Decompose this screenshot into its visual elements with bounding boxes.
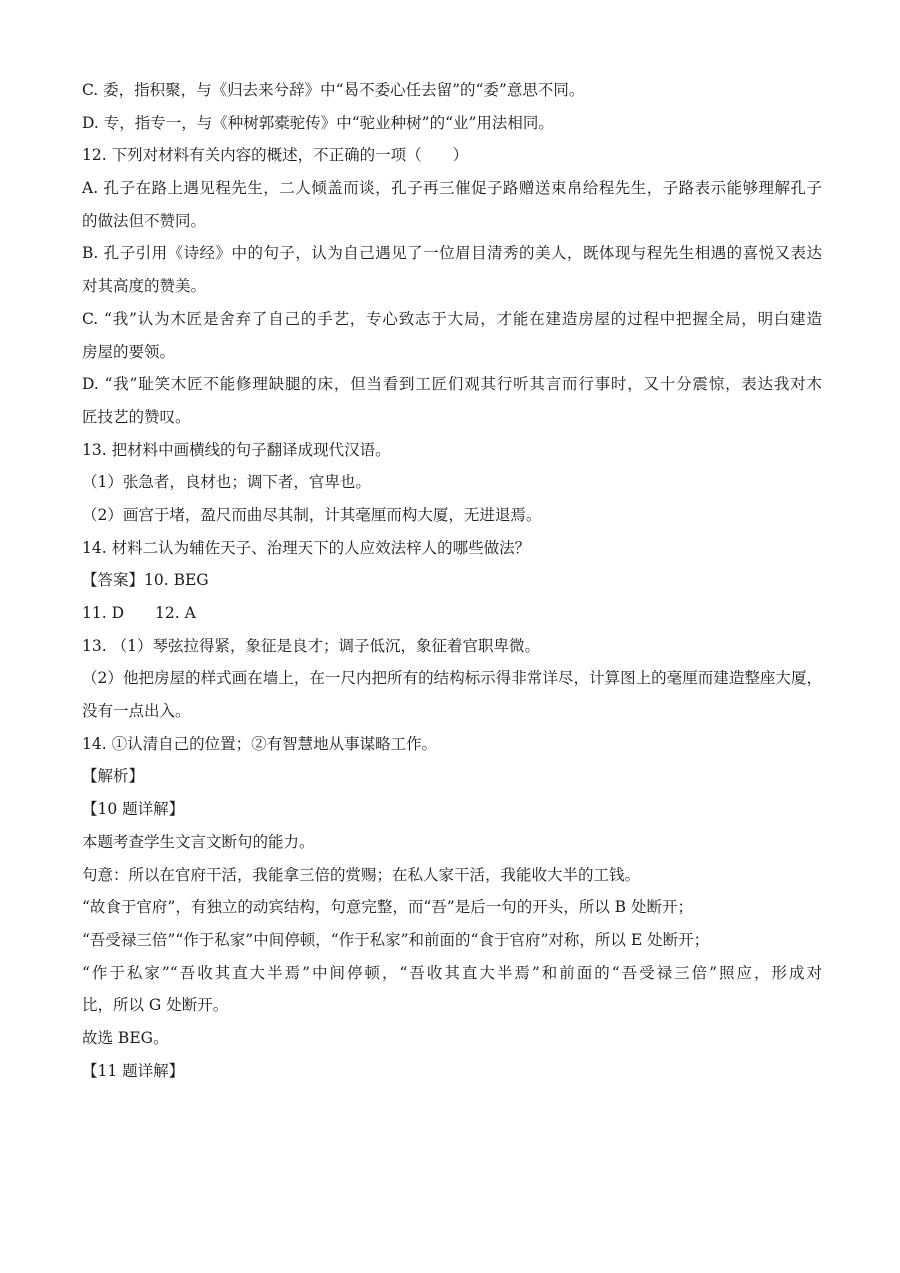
q10-detail-g-line-2: 比，所以 G 处断开。 <box>82 996 229 1015</box>
q10-detail-meaning: 句意：所以在官府干活，我能拿三倍的赏赐；在私人家干活，我能收大半的工钱。 <box>82 865 641 884</box>
answer-13-part-1: 13. （1）琴弦拉得紧，象征是良才；调子低沉，象征着官职卑微。 <box>82 636 540 655</box>
option-c-q12-line-1: C. “我”认为木匠是舍弃了自己的手艺，专心致志于大局，才能在建造房屋的过程中把握全局，明白建造 <box>82 309 822 328</box>
document-body <box>82 74 822 1087</box>
q10-detail-e: “吾受禄三倍”“作于私家”中间停顿，“作于私家”和前面的“食于官府”对称，所以 E 处断开； <box>82 930 710 949</box>
q10-detail-heading: 【10 题详解】 <box>82 800 185 819</box>
answer-heading: 【答案】10. BEG <box>82 571 209 590</box>
question-12: 12. 下列对材料有关内容的概述，不正确的一项（ ） <box>82 146 469 165</box>
answer-14: 14. ①认清自己的位置；②有智慧地从事谋略工作。 <box>82 734 438 753</box>
answer-13-part-2-line-1: （2）他把房屋的样式画在墙上，在一尺内把所有的结构标示得非常详尽，计算图上的毫厘而建造整座大厦， <box>82 669 822 688</box>
analysis-heading: 【解析】 <box>82 767 145 786</box>
option-a-q12-line-2: 的做法但不赞同。 <box>82 211 207 230</box>
q10-detail-conclusion: 故选 BEG。 <box>82 1028 169 1047</box>
q10-detail-g-line-1: “作于私家”“吾收其直大半焉”中间停顿，“吾收其直大半焉”和前面的“吾受禄三倍”照应，形成对 <box>82 963 822 982</box>
option-b-q12-line-1: B. 孔子引用《诗经》中的句子，认为自己遇见了一位眉目清秀的美人，既体现与程先生相遇的喜悦又表达 <box>82 244 822 263</box>
question-14: 14. 材料二认为辅佐天子、治理天下的人应效法梓人的哪些做法？ <box>82 538 531 557</box>
question-13-part-1: （1）张急者，良材也；调下者，官卑也。 <box>82 473 371 492</box>
option-c-q12-line-2: 房屋的要领。 <box>82 342 176 361</box>
option-d-q12-line-1: D. “我”耻笑木匠不能修理缺腿的床，但当看到工匠们观其行听其言而行事时，又十分震惊，表达我对木 <box>82 375 822 394</box>
answer-11-12: 11. D 12. A <box>82 604 196 622</box>
option-b-q12-line-2: 对其高度的赞美。 <box>82 277 207 296</box>
option-d-q11: D. 专，指专一，与《种树郭橐驼传》中“驼业种树”的“业”用法相同。 <box>82 113 554 132</box>
option-d-q12-line-2: 匠技艺的赞叹。 <box>82 407 191 426</box>
q11-detail-heading: 【11 题详解】 <box>82 1061 185 1080</box>
option-a-q12-line-1: A. 孔子在路上遇见程先生，二人倾盖而谈，孔子再三催促子路赠送束帛给程先生，子路表示能够理解孔子 <box>82 179 822 198</box>
question-13: 13. 把材料中画横线的句子翻译成现代汉语。 <box>82 440 391 459</box>
option-c-q11: C. 委，指积聚，与《归去来兮辞》中“曷不委心任去留”的“委”意思不同。 <box>82 81 585 99</box>
question-13-part-2: （2）画宫于堵，盈尺而曲尽其制，计其毫厘而构大厦，无进退焉。 <box>82 505 542 524</box>
q10-detail-intro: 本题考查学生文言文断句的能力。 <box>82 832 315 851</box>
q10-detail-b: “故食于官府”，有独立的动宾结构，句意完整，而“吾”是后一句的开头，所以 B 处断开； <box>82 898 693 917</box>
answer-13-part-2-line-2: 没有一点出入。 <box>82 702 191 721</box>
